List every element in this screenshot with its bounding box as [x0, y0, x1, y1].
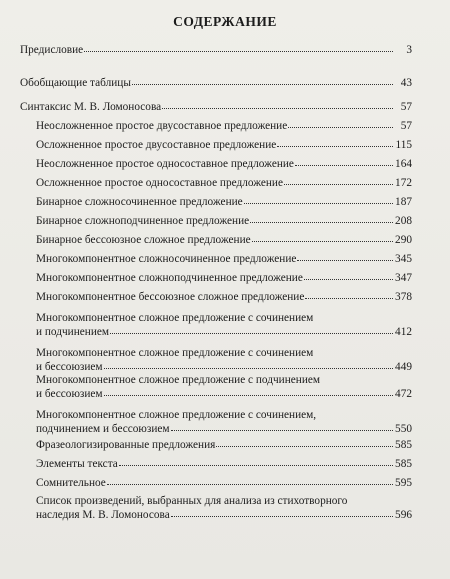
toc-entry-line	[36, 508, 412, 522]
toc-entry	[36, 408, 412, 436]
toc-entry-line	[36, 438, 412, 452]
toc-page-number: 172	[395, 177, 412, 189]
toc-page-number: 164	[395, 158, 412, 170]
toc-entry-title: Бинарное сложноподчиненное предложение	[36, 215, 250, 227]
toc-entry-title: Бинарное сложносочиненное предложение	[36, 196, 243, 208]
toc-entry-title: наследия М. В. Ломоносова	[36, 509, 170, 521]
leader-dots	[119, 456, 393, 466]
toc-entry-line	[36, 476, 412, 490]
toc-page-number: 57	[400, 101, 412, 113]
toc-entry-line	[20, 100, 412, 114]
toc-entry	[36, 252, 412, 266]
toc-entry-line	[36, 494, 412, 508]
toc-entry-title: и бессоюзием	[36, 388, 103, 400]
toc-entry	[36, 195, 412, 209]
leader-dots	[295, 156, 393, 166]
toc-entry-line	[20, 76, 412, 90]
toc-page-number: 472	[395, 388, 412, 400]
toc-page-number: 3	[406, 44, 412, 56]
toc-entry-line	[36, 119, 412, 133]
toc-page-number: 412	[395, 326, 412, 338]
toc-entry-line	[36, 422, 412, 436]
leader-dots	[284, 175, 393, 185]
toc-page-number: 115	[395, 139, 412, 151]
toc-page-number: 550	[395, 423, 412, 435]
leader-dots	[244, 194, 393, 204]
leader-dots	[304, 270, 393, 280]
toc-entry-line	[36, 252, 412, 266]
leader-dots	[107, 475, 393, 485]
toc-entry	[36, 233, 412, 247]
toc-entry	[36, 494, 412, 522]
leader-dots	[84, 42, 393, 52]
leader-dots	[132, 75, 393, 85]
toc-page-number: 208	[395, 215, 412, 227]
toc-entry-line	[36, 290, 412, 304]
leader-dots	[288, 118, 393, 128]
toc-entry	[36, 373, 412, 401]
toc-entry-line	[36, 138, 412, 152]
toc-page-number: 378	[395, 291, 412, 303]
toc-entry-title: Осложненное простое двусоставное предложение	[36, 139, 277, 151]
leader-dots	[162, 99, 393, 109]
toc-page-number: 585	[395, 458, 412, 470]
toc-entry-title: Неосложненное простое односоставное предложение	[36, 158, 294, 170]
toc-entry-line	[20, 43, 412, 57]
toc-entry-title: Многокомпонентное сложносочиненное предложение	[36, 253, 297, 265]
toc-page-number: 585	[395, 439, 412, 451]
toc-page-number: 43	[400, 77, 412, 89]
toc-entry-title: Обобщающие таблицы	[20, 77, 131, 89]
toc-entry-title: Многокомпонентное сложное предложение с сочинением	[36, 347, 314, 359]
toc-entry	[36, 157, 412, 171]
toc-page-number: 345	[395, 253, 412, 265]
toc-entry	[36, 346, 412, 374]
toc-page-number: 449	[395, 361, 412, 373]
toc-entry-title: Неосложненное простое двусоставное предложение	[36, 120, 288, 132]
toc-entry-title: Фразеологизированные предложения	[36, 439, 216, 451]
leader-dots	[277, 137, 393, 147]
toc-entry-title: Многокомпонентное сложное предложение с подчинением	[36, 374, 321, 386]
toc-entry-line	[36, 346, 412, 360]
toc-entry-line	[36, 325, 412, 339]
toc-entry-line	[36, 360, 412, 374]
toc-page-number: 187	[395, 196, 412, 208]
toc-page-number: 347	[395, 272, 412, 284]
leader-dots	[104, 386, 393, 396]
leader-dots	[104, 359, 393, 369]
toc-entry	[36, 214, 412, 228]
leader-dots	[252, 232, 393, 242]
leader-dots	[216, 437, 393, 447]
leader-dots	[250, 213, 393, 223]
toc-entry-line	[36, 457, 412, 471]
toc-entry-line	[36, 195, 412, 209]
toc-entry	[36, 271, 412, 285]
toc-entry-line	[36, 157, 412, 171]
toc-entry	[36, 311, 412, 339]
toc-entry	[36, 138, 412, 152]
toc-entry-title: Многокомпонентное сложное предложение с сочинением	[36, 312, 314, 324]
toc-entry-title: Многокомпонентное бессоюзное сложное предложение	[36, 291, 305, 303]
page-title: СОДЕРЖАНИЕ	[173, 14, 277, 29]
toc-page-number: 57	[400, 120, 412, 132]
toc-entry	[20, 76, 412, 90]
toc-entry	[36, 119, 412, 133]
toc-entry	[36, 290, 412, 304]
leader-dots	[297, 251, 393, 261]
toc-entry-title: подчинением и бессоюзием	[36, 423, 170, 435]
leader-dots	[171, 507, 393, 517]
toc-entry-title: Сомнительное	[36, 477, 106, 489]
toc-entry-title: Многокомпонентное сложноподчиненное предложение	[36, 272, 303, 284]
toc-entry-title: Синтаксис М. В. Ломоносова	[20, 101, 162, 113]
toc-entry-line	[36, 373, 412, 387]
toc-entry-line	[36, 408, 412, 422]
toc-entry-title: Бинарное бессоюзное сложное предложение	[36, 234, 251, 246]
toc-entry-line	[36, 311, 412, 325]
toc-entry-title: Предисловие	[20, 44, 84, 56]
toc-page-number: 290	[395, 234, 412, 246]
toc-page-number: 596	[395, 509, 412, 521]
toc-entry	[36, 457, 412, 471]
toc-entry-title: Список произведений, выбранных для анализа из стихотворного	[36, 495, 348, 507]
toc-page-number: 595	[395, 477, 412, 489]
toc-entry-title: и бессоюзием	[36, 361, 103, 373]
toc-entry-line	[36, 271, 412, 285]
toc-entry	[20, 100, 412, 114]
leader-dots	[110, 324, 393, 334]
toc-entry	[36, 476, 412, 490]
toc-entry-line	[36, 214, 412, 228]
toc-entry-line	[36, 387, 412, 401]
leader-dots	[171, 421, 393, 431]
toc-entry	[36, 176, 412, 190]
toc-entry-title: Осложненное простое односоставное предложение	[36, 177, 283, 189]
toc-entry-title: и подчинением	[36, 326, 110, 338]
toc-entry-title: Элементы текста	[36, 458, 118, 470]
toc-entry-line	[36, 233, 412, 247]
toc-entry-line	[36, 176, 412, 190]
leader-dots	[305, 289, 393, 299]
toc-entry-title: Многокомпонентное сложное предложение с сочинением,	[36, 409, 317, 421]
toc-entry	[20, 43, 412, 57]
toc-entry	[36, 438, 412, 452]
